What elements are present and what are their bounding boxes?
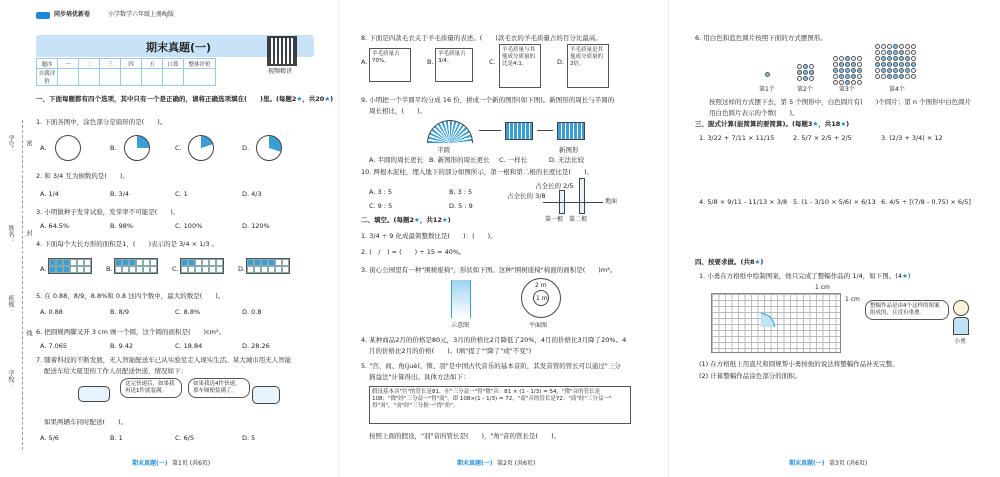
- option-label[interactable]: B.: [110, 144, 117, 152]
- score-input[interactable]: [163, 69, 184, 86]
- dot-pattern: [765, 72, 770, 77]
- option-label[interactable]: C.: [489, 58, 496, 66]
- speech-bubble: 如果我送4件快递，那车厢便装满了。: [188, 378, 250, 398]
- figure-caption: 新图形: [559, 146, 579, 154]
- speech-bubble: 整幅作品是由4个这样的图案组成的，且没有重叠。: [865, 300, 949, 320]
- ground-label: 地面: [605, 198, 618, 205]
- star-icon: ★: [754, 258, 761, 266]
- note-label: 占全长的 2/5: [535, 182, 574, 190]
- scale-label: 1 cm: [845, 296, 860, 303]
- pattern-caption: 第3个: [839, 86, 855, 93]
- footer-label: 期末真题(一): [132, 460, 168, 467]
- section-2-heading: 二、填空。(每题2★，共12★): [361, 216, 451, 224]
- score-input[interactable]: [58, 69, 79, 86]
- q7-line2: 配送车给大厦里的工作人员配送快递，情况如下：: [44, 367, 187, 375]
- fill-4-line1: 4. 某种商品2月的价格是80元，3月的价格比2月降低了20%，4月的价格比3月降了20%。4: [361, 336, 627, 344]
- fill-2: 2. ( / ) = ( ) ÷ 15 = 40%。: [361, 248, 466, 256]
- figure-caption: 半圆: [437, 146, 450, 154]
- method-line: 得"羽"，"羽"经"三分损一"得"角"。: [372, 403, 459, 409]
- p1-sub1: (1) 在方格纸上用直尺和圆规帮小勇按他的说法将整幅作品补充完整。: [699, 360, 899, 368]
- page-3: [668, 0, 1000, 477]
- star-icon: ★: [414, 216, 420, 224]
- score-cell: 一: [58, 59, 79, 69]
- option-label[interactable]: D. 28.26: [242, 342, 270, 350]
- q6-text: 6. 用白色和蓝色圆片按照下面的方式摆图形。: [695, 34, 827, 42]
- pattern-caption: 第1个: [759, 86, 775, 93]
- option-label[interactable]: C. 1: [175, 190, 188, 198]
- option-label[interactable]: B. 9.42: [110, 342, 134, 350]
- qr-code-icon[interactable]: [267, 36, 297, 66]
- rearranged-figure: [557, 122, 585, 140]
- rearranged-figure: [505, 122, 533, 140]
- statement-card: 羊毛质量与其他成分质量的比是4:1。: [499, 44, 541, 88]
- statement-card: 羊毛质量占 3/4。: [435, 48, 473, 82]
- q10-line1: 10. 两根木泥柱，埋入地下的部分如图所示，第一根和第二根的长度比是( )。: [361, 168, 593, 176]
- option-label[interactable]: B. 98%: [110, 222, 134, 230]
- option-label[interactable]: A. 5/6: [40, 434, 59, 442]
- self-eval-label: 自我评价: [37, 69, 58, 86]
- q6-line1: 按照这样的方式摆下去，第 5 个图形中，白色圆片有( )个圆片；第 n 个图形中白色圆片: [709, 98, 972, 106]
- option-label[interactable]: D. 5 : 9: [449, 202, 473, 210]
- semicircle-figure: [427, 120, 473, 143]
- fill-5-line2: 损益法"计算得出。具体方法如下：: [369, 373, 470, 381]
- q2-text: 2. 和 3/4 互为倒数的是( )。: [36, 172, 129, 180]
- option-label[interactable]: B.: [106, 265, 113, 273]
- option-label[interactable]: A.: [361, 58, 368, 66]
- side-label-class: 班级：: [7, 295, 14, 313]
- star-icon: ★: [901, 272, 908, 280]
- calc-problem: 4. 5/8 × 9/11 - 11/13 × 3/8: [699, 198, 788, 206]
- option-label[interactable]: C.: [175, 144, 182, 152]
- score-cell: 题序: [37, 59, 58, 69]
- option-label[interactable]: B.: [427, 58, 434, 66]
- score-input[interactable]: [184, 69, 216, 86]
- q6-line2: 用白色圆片表示的个数( )。: [709, 109, 799, 117]
- score-cell: 三: [100, 59, 121, 69]
- speech-bubble: 送完快递后，如果我再送1件就装满。: [120, 378, 182, 398]
- section-1-heading: 一、下面每题都有四个选项，其中只有一个是正确的，请将正确选项填在( )里。(每题2★，共20★): [36, 95, 334, 103]
- score-cell: 口算: [163, 59, 184, 69]
- figure-caption: 平面图: [529, 322, 548, 329]
- series-name: 同步培优新卷: [54, 11, 91, 18]
- dot-pattern: [797, 64, 814, 81]
- grid-figure: [114, 258, 158, 274]
- option-label[interactable]: A. 64.5%: [40, 222, 70, 230]
- tree-seat-figure: [451, 280, 471, 318]
- option-label[interactable]: A. 0.88: [40, 308, 63, 316]
- arrow-icon: [479, 130, 501, 131]
- pole-labels: 第一根 第二根: [545, 216, 588, 223]
- grid-figure: [48, 258, 92, 274]
- option-label[interactable]: A. 7.065: [40, 342, 68, 350]
- p1-line1: 1. 小勇在方格纸中绘制图案，他只完成了整幅作品的 1/4，如下图。(4★): [699, 272, 911, 280]
- q9-line1: 9. 小明把一个半圆平均分成 16 份，拼成一个新的图形(如下图)。新图形的周长与半圆的: [361, 96, 615, 104]
- method-line: 假设基本音"宫"的管长是81，在"三分益一"得"徵"音：81 × (1 - 1/3) = 54，"徵"音的管长是: [372, 389, 601, 395]
- option-label[interactable]: D. 120%: [242, 222, 270, 230]
- option-label[interactable]: C. 6/5: [175, 434, 195, 442]
- calc-problem: 3. (2/3 + 3/4) × 12: [881, 134, 943, 142]
- scale-label: 1 cm: [815, 284, 830, 291]
- p1-sub2: (2) 计算整幅作品涂色部分的面积。: [699, 372, 802, 380]
- option-label[interactable]: B. 3 : 5: [449, 188, 473, 196]
- option-label[interactable]: D. 无法比较: [549, 156, 585, 164]
- page-1: [0, 0, 334, 477]
- side-label-name: 姓名：: [7, 225, 14, 243]
- pole-figure: [579, 178, 585, 214]
- q1-text: 1. 下面各图中，涂色部分是扇形的是( )。: [36, 118, 167, 126]
- option-label[interactable]: C. 18.84: [175, 342, 203, 350]
- dot-pattern: [833, 56, 862, 85]
- fill-3: 3. 街心公园里有一种"围树座椅"，形状如下图。这种"围树座椅"椅面的面积是( )m²。: [361, 266, 617, 274]
- note-label: 占全长的 3/8: [507, 192, 546, 200]
- footer-label: 期末真题(一): [457, 460, 493, 467]
- section-3-heading: 三、脱式计算(能简算的要简算)。(每题3★，共18★): [695, 120, 850, 128]
- pattern-caption: 第4个: [889, 86, 905, 93]
- option-label[interactable]: A. 3 : 5: [369, 188, 393, 196]
- score-cell: 整体评价: [184, 59, 216, 69]
- fill-1: 1. 3/4 ÷ 9 化成最简整数比是( )：( )。: [361, 232, 497, 240]
- footer-page: 第3页 (共6页): [829, 460, 868, 467]
- q4-text: 4. 下面每个大长方形的面积是1，( )表示的是 3/4 × 1/3 。: [36, 240, 219, 248]
- avatar-body: [953, 317, 969, 335]
- fill-5-ask: 按照上面的假设，"羽"音的管长是( )，"角"音的管长是( )。: [369, 432, 561, 440]
- dimension-label: 2 m: [535, 282, 547, 289]
- figure-caption: 示意图: [451, 322, 470, 329]
- calc-problem: 6. 4/5 ÷ [(7/8 - 0.75) × 6/5]: [881, 198, 971, 206]
- calc-problem: 1. 3/22 + 7/11 × 11/15: [699, 134, 775, 142]
- option-label[interactable]: A. 半圆的周长更长: [369, 156, 423, 164]
- page-2: [338, 0, 658, 477]
- sector-figure: [188, 135, 214, 161]
- sector-figure: [124, 135, 150, 161]
- score-input[interactable]: [142, 69, 163, 86]
- footer-page: 第1页 (共6页): [172, 460, 211, 467]
- arrow-icon: [537, 130, 553, 131]
- q5-text: 5. 在 0.88，8/9，8.8%和 0.8 这四个数中，最大的数是( )。: [36, 292, 225, 300]
- star-icon: ★: [441, 216, 448, 224]
- calc-problem: 2. 5/7 × 2/5 + 2/5: [793, 134, 852, 142]
- avatar: [953, 300, 969, 316]
- star-icon: ★: [324, 95, 331, 103]
- footer-label: 期末真题(一): [789, 460, 825, 467]
- grid-figure: [180, 258, 224, 274]
- side-label-school: 学校：: [7, 370, 14, 388]
- sector-figure: [55, 135, 81, 161]
- option-label[interactable]: A. 1/4: [40, 190, 59, 198]
- q7-line1: 7. 随着科技的不断发展，无人智能配送车已从实验室走入现实生活。某大城市用无人智能: [36, 356, 292, 364]
- page-title: 期末真题(一): [146, 41, 212, 54]
- fill-4-line2: 月的价格比2月的价格( )。(填"提了""降了"或"不变"): [369, 347, 532, 355]
- dot-pattern: [875, 44, 916, 79]
- option-label[interactable]: D.: [238, 265, 246, 273]
- score-cell: 二: [79, 59, 100, 69]
- option-label[interactable]: D. 0.8: [242, 308, 262, 316]
- star-icon: ★: [812, 120, 819, 128]
- sector-figure: [256, 135, 282, 161]
- option-label[interactable]: C.: [172, 265, 179, 273]
- q7-ask: 如果两辆车同时配送( )。: [44, 418, 128, 426]
- side-label-id: 学号：: [7, 135, 14, 153]
- footer-page: 第2页 (共6页): [497, 460, 536, 467]
- option-label[interactable]: D.: [242, 144, 250, 152]
- score-input[interactable]: [100, 69, 121, 86]
- q6-text: 6. 把圆规两脚叉开 3 cm 画一个圆，这个圆的面积是( )cm²。: [36, 328, 226, 336]
- statement-card: 羊毛质量是其他成分质量的2倍。: [567, 44, 609, 88]
- score-cell: 五: [142, 59, 163, 69]
- seal-mark: 线: [25, 330, 32, 336]
- seal-mark: 封: [25, 230, 32, 236]
- fill-5-line1: 5. "宫、商、角(jué)、徵、羽"是中国古代音乐的基本音阶，其发音管的管长可以通过"三分: [361, 362, 621, 370]
- q8-text: 8. 下面是四款毛衣关于羊毛质量的表述。( )款毛衣的羊毛质量占的百分比最高。: [361, 34, 602, 42]
- q9-line2: 周长相比，( )。: [369, 107, 427, 115]
- option-label[interactable]: B. 新图形的周长更长: [429, 156, 490, 164]
- score-input[interactable]: [79, 69, 100, 86]
- q3-text: 3. 小明做种子发芽试验，发芽率不可能是( )。: [36, 208, 180, 216]
- score-input[interactable]: [121, 69, 142, 86]
- option-label[interactable]: C. 9 : 5: [369, 202, 393, 210]
- method-line: 108；"徵"经"三分益一"得"商"，即 108×(1 - 1/3) = 72，"商"音的管长是72；"商"经"三分益一": [372, 396, 612, 402]
- section-4-heading: 四、按要求做。(共8★): [695, 258, 764, 266]
- option-label[interactable]: D. 5: [242, 434, 256, 442]
- option-label[interactable]: B. 1: [110, 434, 123, 442]
- ground-line: [543, 202, 603, 203]
- seal-mark: 密: [25, 140, 32, 146]
- option-label[interactable]: C. 8.8%: [175, 308, 201, 316]
- star-icon: ★: [840, 120, 847, 128]
- pattern-caption: 第2个: [797, 86, 813, 93]
- qr-caption: 视频精讲: [268, 68, 293, 75]
- seal-line: [22, 120, 23, 450]
- option-label[interactable]: A.: [40, 265, 47, 273]
- grid-figure: [246, 258, 290, 274]
- option-label[interactable]: D. 4/3: [242, 190, 262, 198]
- grid-paper[interactable]: [711, 293, 841, 353]
- option-label[interactable]: D.: [557, 58, 565, 66]
- option-label[interactable]: C. 一样长: [499, 156, 528, 164]
- star-icon: ★: [296, 95, 303, 103]
- method-box: [369, 386, 631, 424]
- avatar-name: 小勇: [954, 338, 967, 345]
- delivery-car-icon: [78, 386, 110, 402]
- dimension-label: 1 m: [536, 295, 548, 302]
- statement-card: 羊毛质量占70%。: [369, 48, 411, 82]
- delivery-car-icon: [252, 386, 280, 404]
- score-table: [36, 58, 216, 86]
- option-label[interactable]: B. 3/4: [110, 190, 130, 198]
- calc-problem: 5. (1 - 3/10 × 5/6) × 6/13: [793, 198, 876, 206]
- grade-label: 小学数学六年级上册RJ版: [108, 11, 174, 18]
- option-label[interactable]: B. 8/9: [110, 308, 130, 316]
- option-label[interactable]: C. 100%: [175, 222, 203, 230]
- score-cell: 四: [121, 59, 142, 69]
- option-label[interactable]: A.: [40, 144, 47, 152]
- series-badge: [36, 12, 50, 19]
